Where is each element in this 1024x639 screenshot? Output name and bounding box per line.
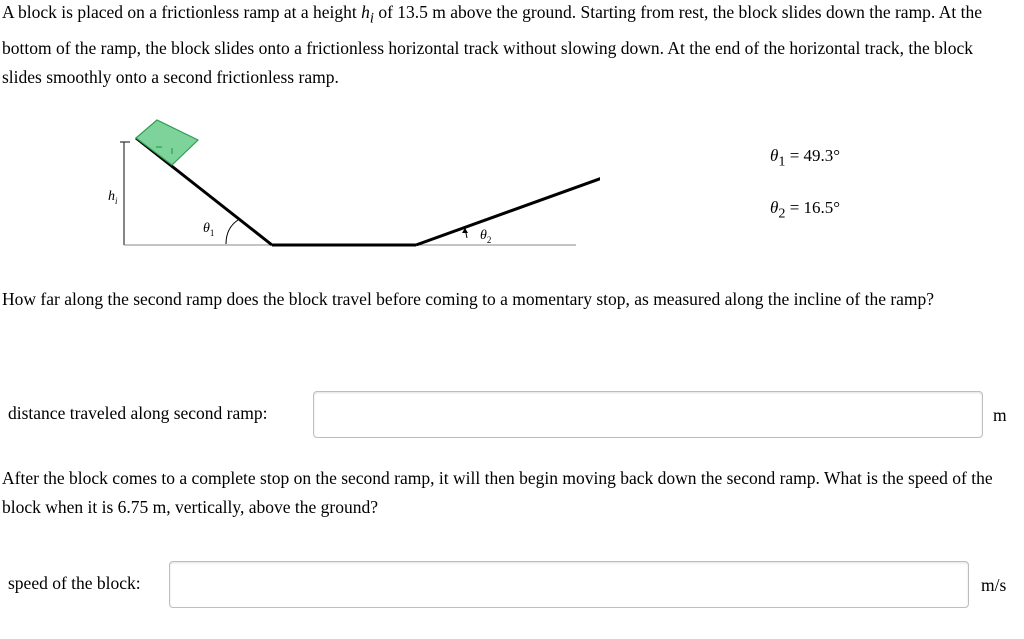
problem-text-end: of 13.5 m above the ground. Starting from rest, the block slides down the ramp. At the bottom of the ramp, the block slides onto a frictionless horizontal track without slowing down. At the end of the horizontal track, the block slides smoothly onto a second frictionless ramp. bbox=[2, 2, 982, 87]
ramp-diagram bbox=[100, 110, 600, 260]
height-label: $h_i$ bbox=[108, 189, 118, 206]
speed-label: speed of the block: bbox=[8, 573, 141, 593]
height-variable: h bbox=[361, 2, 370, 22]
distance-label: distance traveled along second ramp: bbox=[8, 403, 268, 423]
block bbox=[136, 120, 198, 165]
question-distance: How far along the second ramp does the block travel before coming to a momentary stop, as measured along the incline of the ramp? bbox=[2, 289, 935, 309]
second-ramp bbox=[416, 160, 600, 245]
distance-unit: m bbox=[993, 405, 1007, 425]
distance-input[interactable] bbox=[313, 391, 983, 438]
problem-statement bbox=[2, 0, 1014, 92]
problem-text-start: A block is placed on a frictionless ramp at a height bbox=[2, 2, 362, 22]
speed-unit: m/s bbox=[981, 575, 1007, 595]
height-subscript: i bbox=[369, 10, 374, 27]
theta1-label: $\theta_1$ bbox=[203, 221, 215, 238]
theta2-label: $\theta_2$ bbox=[480, 228, 492, 245]
theta1-arc bbox=[226, 220, 238, 244]
speed-input[interactable] bbox=[169, 561, 969, 608]
theta2-given: $\theta_2 = 16.5^\circ$ bbox=[770, 198, 841, 222]
theta1-given: $\theta_1 = 49.3^\circ$ bbox=[770, 146, 841, 170]
question-speed: After the block comes to a complete stop on the second ramp, it will then begin moving back down the second ramp. What is the speed of the block when it is 6.75 m, vertically, above the ground? bbox=[2, 468, 993, 517]
